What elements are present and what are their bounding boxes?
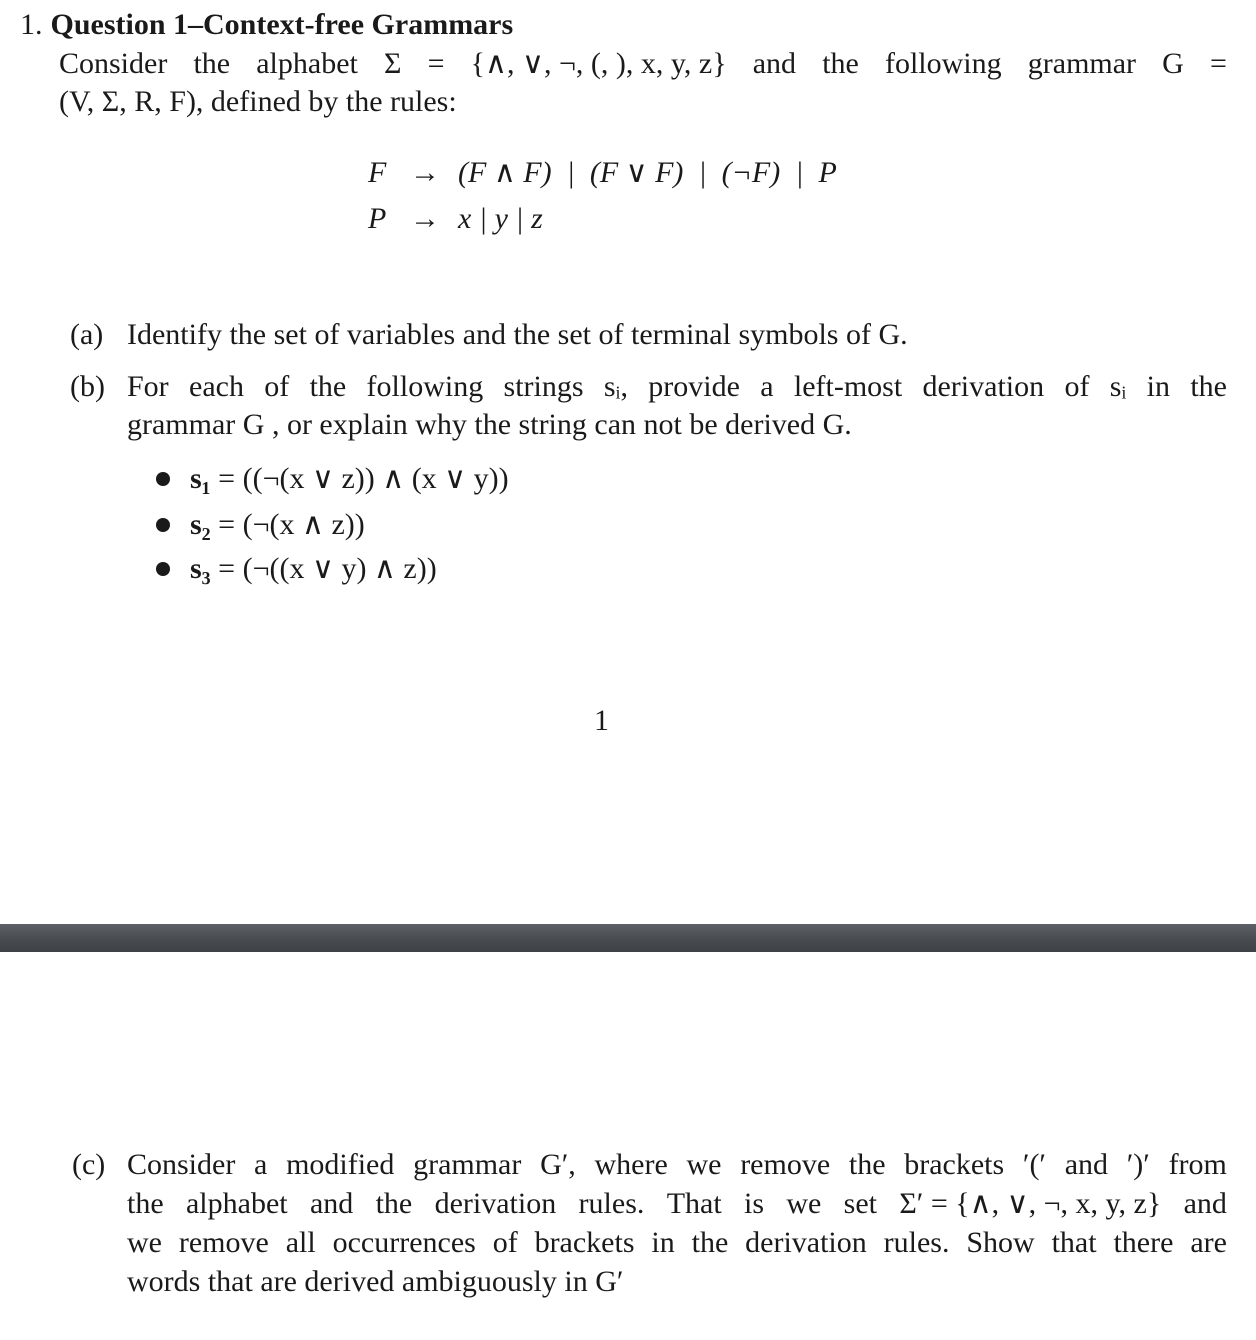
bullet-icon (156, 562, 170, 576)
rule-lhs: P (368, 202, 387, 235)
word: {∧, ∨, ¬, (, ), x, y, z} (470, 47, 727, 80)
word: and (1183, 1187, 1227, 1220)
word: brackets (904, 1148, 1005, 1181)
bullet-icon (156, 472, 170, 486)
bullet-icon (156, 518, 170, 532)
word: remove (740, 1148, 831, 1181)
word: the (822, 47, 859, 80)
word: the (309, 370, 347, 403)
word: grammar (413, 1148, 522, 1181)
string-item (150, 506, 365, 544)
word: the (127, 1187, 164, 1220)
word: we (127, 1226, 162, 1259)
word: ′(′ (1022, 1148, 1046, 1181)
word: set (843, 1187, 877, 1220)
word: are (1190, 1226, 1227, 1259)
word: Consider (59, 47, 168, 80)
question-title: Question 1–Context-free Grammars (50, 8, 514, 41)
word: rules. (883, 1226, 950, 1259)
word: derivation (922, 370, 1045, 403)
intro-line-1 (59, 45, 1227, 83)
word: and (1064, 1148, 1109, 1181)
word: derivation (434, 1187, 557, 1220)
word: alphabet (185, 1187, 288, 1220)
word: For (127, 370, 169, 403)
word: is (744, 1187, 765, 1220)
part-c-line-2 (127, 1185, 1227, 1223)
word: G′, (540, 1148, 576, 1181)
part-c-label: (c) (72, 1148, 106, 1181)
rule-arrow: → (410, 202, 440, 235)
part-b-line-1 (127, 368, 1227, 406)
word: from (1168, 1148, 1227, 1181)
word: following (884, 47, 1002, 80)
part-c-line-4: words that are derived ambiguously in G′ (127, 1265, 624, 1298)
word: occurrences (332, 1226, 476, 1259)
word: alphabet (256, 47, 358, 80)
grammar-rule-p (368, 200, 543, 238)
word: grammar (1027, 47, 1137, 80)
word: all (285, 1226, 316, 1259)
document-page-2 (0, 952, 1256, 1340)
word: each (189, 370, 244, 403)
page-separator (0, 924, 1256, 952)
word: in (651, 1226, 675, 1259)
word: of (492, 1226, 518, 1259)
word: left-most (793, 370, 903, 403)
part-c-line-1 (127, 1146, 1227, 1184)
string-item (150, 550, 437, 588)
word: That (666, 1187, 722, 1220)
rule-arrow: → (410, 156, 440, 189)
intro-line-2: (V, Σ, R, F), defined by the rules: (59, 85, 457, 118)
string-name: s₃ (190, 552, 211, 585)
word: where (594, 1148, 668, 1181)
part-b-line-2: grammar G , or explain why the string can not be derived G. (127, 408, 852, 441)
word: provide (648, 370, 740, 403)
string-expression: = (¬((x ∨ y) ∧ z)) (218, 552, 437, 585)
word: the (1190, 370, 1227, 403)
string-expression: = (¬(x ∧ z)) (218, 508, 365, 541)
word: Consider (127, 1148, 236, 1181)
string-expression: = ((¬(x ∨ z)) ∧ (x ∨ y)) (218, 462, 509, 495)
word: of (264, 370, 290, 403)
word: Σ′ = {∧, ∨, ¬, x, y, z} (899, 1187, 1162, 1220)
part-b-label: (b) (70, 370, 105, 403)
word: derivation (745, 1226, 867, 1259)
word: of (1064, 370, 1090, 403)
rule-rhs: (F ∧ F) | (F ∨ F) | (¬F) | P (458, 156, 837, 189)
part-c-line-3 (127, 1224, 1227, 1262)
word: Σ (383, 47, 402, 80)
word: and (752, 47, 797, 80)
word: strings (503, 370, 584, 403)
word: modified (286, 1148, 395, 1181)
word: a (254, 1148, 268, 1181)
part-a-text: Identify the set of variables and the set of terminal symbols of G. (127, 318, 908, 351)
word: a (760, 370, 774, 403)
word: we (686, 1148, 722, 1181)
word: in (1146, 370, 1170, 403)
word: remove (178, 1226, 269, 1259)
word: = (1209, 47, 1227, 80)
word: that (1051, 1226, 1097, 1259)
word: sᵢ, (603, 370, 628, 403)
part-a-label: (a) (70, 318, 104, 351)
word: brackets (534, 1226, 635, 1259)
string-name: s₂ (190, 508, 211, 541)
word: = (427, 47, 445, 80)
word: G (1162, 47, 1184, 80)
word: the (193, 47, 231, 80)
grammar-rule-f (368, 154, 837, 192)
word: sᵢ (1109, 370, 1127, 403)
word: following (366, 370, 484, 403)
word: there (1113, 1226, 1174, 1259)
word: we (786, 1187, 822, 1220)
question-heading (20, 6, 513, 44)
rule-rhs: x | y | z (458, 202, 543, 235)
word: the (691, 1226, 729, 1259)
string-name: s₁ (190, 462, 211, 495)
word: the (375, 1187, 413, 1220)
question-number: 1. (20, 8, 43, 41)
page-number: 1 (594, 704, 609, 737)
word: Show (966, 1226, 1035, 1259)
word: and (309, 1187, 354, 1220)
word: ′)′ (1126, 1148, 1150, 1181)
word: the (848, 1148, 886, 1181)
rule-lhs: F (368, 156, 387, 189)
string-item (150, 460, 509, 498)
word: rules. (578, 1187, 645, 1220)
